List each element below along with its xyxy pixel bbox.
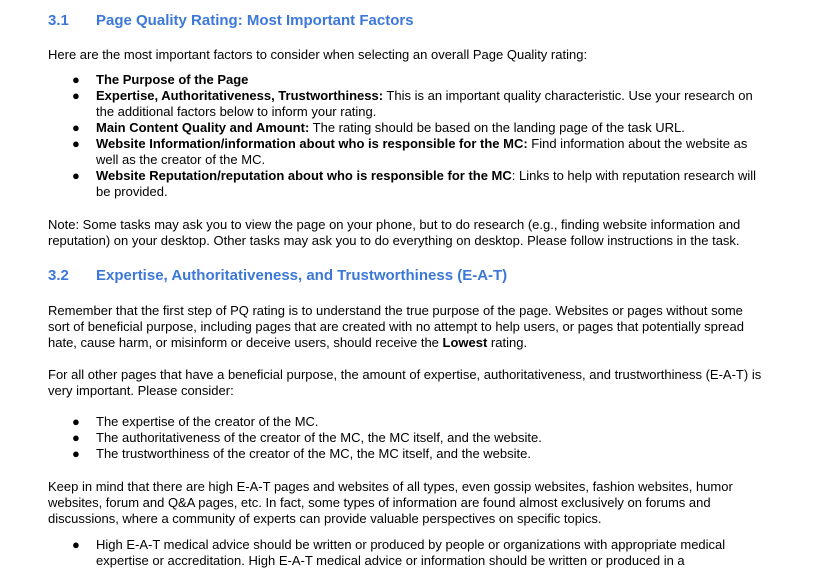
note-paragraph: Note: Some tasks may ask you to view the page on your phone, but to do research (e.g., finding website information and reputation) on your desktop. Other tasks may ask you to do everything on desktop. Please follow instructions in the task. [48, 217, 741, 248]
section-intro: Here are the most important factors to consider when selecting an overall Page Quality rating: [48, 47, 588, 62]
factors-list [48, 72, 768, 200]
bullet-icon: ● [72, 430, 80, 445]
list-item: ● Expertise, Authoritativeness, Trustworthiness: This is an important quality characteristic. Use your research on the additional factors below to inform your rating. [72, 88, 753, 119]
section-number: 3.2 [48, 267, 69, 284]
bullet-icon: ● [72, 414, 80, 429]
section-number: 3.1 [48, 12, 69, 29]
section-heading-3-2 [48, 267, 507, 285]
section-title: Page Quality Rating: Most Important Factors [96, 12, 414, 29]
bullet-icon: ● [72, 120, 80, 135]
list-item: ● Main Content Quality and Amount: The rating should be based on the landing page of the task URL. [72, 120, 685, 135]
keep-in-mind-paragraph: Keep in mind that there are high E-A-T pages and websites of all types, even gossip websites, fashion websites, humor websites, forum and Q&A pages, etc. In fact, some types of information are found almost exclusively on forums and discussions, where a community of experts can provide valuable perspectives on specific topics. [48, 479, 733, 526]
eat-paragraph: For all other pages that have a beneficial purpose, the amount of expertise, authoritativeness, and trustworthiness (E-A-T) is very important. Please consider: [48, 367, 762, 398]
bullet-icon: ● [72, 168, 80, 183]
list-item: ● The expertise of the creator of the MC. [72, 414, 319, 429]
list-item: ● High E-A-T medical advice should be written or produced by people or organizations with appropriate medical expertise or accreditation. High E-A-T medical advice or information should be written or produced in a [72, 537, 726, 568]
bullet-icon: ● [72, 136, 80, 151]
list-item: ● The Purpose of the Page [72, 72, 249, 87]
medical-list [48, 537, 768, 569]
section-title: Expertise, Authoritativeness, and Trustworthiness (E-A-T) [96, 267, 508, 284]
section-heading-3-1 [48, 12, 414, 30]
bullet-icon: ● [72, 446, 80, 461]
purpose-paragraph: Remember that the first step of PQ rating is to understand the true purpose of the page. Websites or pages without some sort of beneficial purpose, including pages that are created with no attempt to help users, or pages that potentially spread hate, cause harm, or misinform or deceive users, should receive the Lowest rating. [48, 303, 744, 350]
list-item: ● The trustworthiness of the creator of the MC, the MC itself, and the website. [72, 446, 531, 461]
list-item: ● The authoritativeness of the creator of the MC, the MC itself, and the website. [72, 430, 542, 445]
eat-list [48, 414, 768, 462]
list-item: ● Website Information/information about who is responsible for the MC: Find information about the website as well as the creator of the MC. [72, 136, 748, 167]
list-item: ● Website Reputation/reputation about who is responsible for the MC: Links to help with reputation research will be provided. [72, 168, 757, 199]
bullet-icon: ● [72, 88, 80, 103]
bullet-icon: ● [72, 537, 80, 552]
bullet-icon: ● [72, 72, 80, 87]
